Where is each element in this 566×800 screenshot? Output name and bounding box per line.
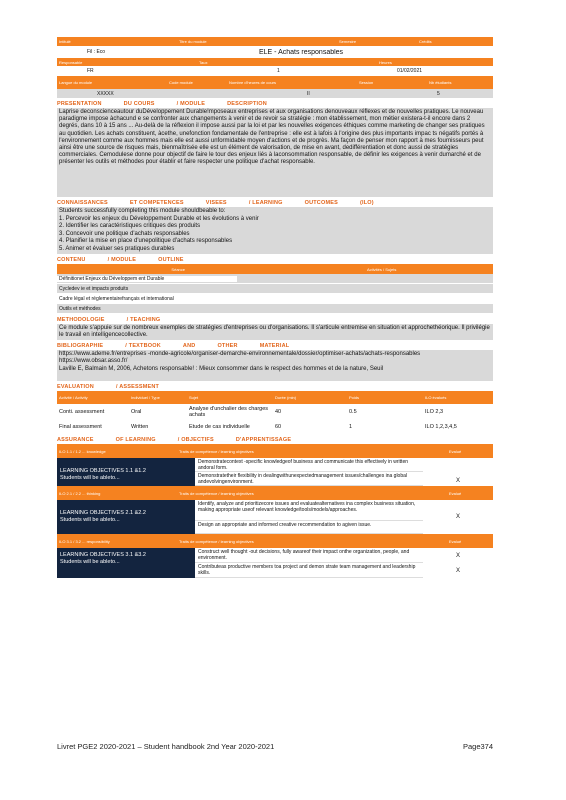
column-header: Activité / Activity: [59, 395, 88, 400]
header-row-5: [57, 76, 493, 89]
ilo-header-right: Evalué: [449, 490, 462, 496]
section-heading-assurance: [57, 437, 493, 443]
column-header: Séance: [171, 266, 185, 272]
ilo-header-right: Evalué: [449, 538, 462, 544]
ilo-mark: X: [423, 548, 493, 563]
heading-word: DESCRIPTION: [227, 101, 267, 107]
heading-word: METHODOLOGIE: [57, 317, 105, 323]
heading-word: CONNAISSANCES: [57, 200, 108, 206]
ilo-header-left: ILO 3.1 / 3.2 ... responsibility: [59, 538, 110, 544]
ilo-title: LEARNING OBJECTIVES 1.1 &1.2: [60, 468, 146, 474]
ilo-group: [57, 548, 493, 578]
header-label: Nb étudiants: [429, 80, 452, 85]
ilo-title-box: [57, 548, 195, 578]
eval-ilo: ILO 1,2,3,4,5: [425, 423, 457, 430]
ilo-header-left: ILO 2.1 / 2.2 ... thinking: [59, 490, 101, 496]
ilo-subtitle: Students will be ableto...: [60, 559, 120, 565]
heading-word: / OBJECTIFS: [177, 437, 214, 443]
heading-word: OTHER: [217, 343, 238, 349]
page-content: [57, 37, 493, 578]
header-label: Responsable: [59, 59, 83, 65]
ilo-group-header: [57, 534, 493, 548]
header-label: Crédits: [419, 39, 432, 44]
heading-word: BIBLIOGRAPHIE: [57, 343, 104, 349]
header-label: Nombre d'heures de cours: [229, 80, 277, 85]
ilo-marks: [423, 548, 493, 578]
outline-item: Cycledev ie et impacts produits: [59, 285, 129, 292]
column-header: Durée (min): [275, 395, 297, 400]
section-heading-bibliographie: [57, 343, 493, 349]
eval-activity: Conti. assessment: [59, 408, 105, 415]
competence-item: 2. Identifier les caractéristiques critiques des produits: [59, 223, 201, 230]
column-header: Poids: [349, 395, 360, 400]
heading-word: PRESENTATION: [57, 101, 102, 107]
ilo-header-mid: Traits de compétence / learning objectives: [179, 490, 254, 496]
header-value: FR: [87, 68, 94, 74]
table-row: [57, 420, 493, 434]
ilo-header-left: ILO 1.1 / 1.2 ... knowledge: [59, 448, 106, 454]
eval-activity: Final assessment: [59, 423, 102, 430]
eval-subject: Etude de cas individuelle: [189, 423, 250, 430]
reference-link[interactable]: https://www.obsar.asso.fr/: [59, 358, 128, 365]
ilo-line: Identify, analyze and prioritizecore issues and evaluatealternatives ina complex business situation, making appropriate useof relevant knowledge/tools/models/approaches.: [195, 500, 423, 521]
column-header: Sujet: [189, 395, 199, 400]
table-row: [57, 274, 493, 284]
ilo-group-header: [57, 486, 493, 500]
presentation-box: [57, 108, 493, 197]
eval-weight: 0.5: [349, 408, 357, 415]
section-heading-contenu: [57, 257, 493, 263]
ilo-line: Contributeas productive members toa project and demon strate team management and leadership skills.: [195, 563, 423, 578]
ilo-header-right: Evalué: [449, 448, 462, 454]
page-number: Page374: [462, 742, 493, 751]
ilo-mark: X: [423, 500, 493, 534]
ilo-mark: X: [423, 458, 493, 486]
header-label: Heures: [379, 59, 392, 65]
ilo-lines: [195, 458, 423, 486]
eval-duration: 60: [275, 423, 282, 430]
ilo-line: Demonstratecontext -specific knowledgeof business and communicate this effectively in written andoral form.: [195, 458, 423, 472]
competences-intro: Students successfully completing this module shouldbeable to:: [59, 208, 226, 214]
section-heading-evaluation: [57, 384, 493, 390]
ilo-mark: X: [423, 563, 493, 578]
heading-word: EVALUATION: [57, 384, 94, 390]
table-row: [57, 304, 493, 314]
heading-word: ET COMPETENCES: [129, 200, 184, 206]
ilo-title: LEARNING OBJECTIVES 3.1 &3.2: [60, 552, 146, 558]
ilo-line: Design an appropriate and informed creative recommendation to agiven issue.: [195, 521, 423, 534]
ilo-lines: [195, 548, 423, 578]
eval-ilo: ILO 2,3: [425, 408, 444, 415]
heading-word: OUTLINE: [158, 257, 184, 263]
header-label: Taux: [199, 59, 208, 65]
outline-item: Cadre légal et réglementairefrançais et international: [59, 295, 174, 302]
footer-left-text: Livret PGE2 2020-2021 – Student handbook 2nd Year 2020-2021: [57, 742, 275, 751]
header-row-3: [57, 58, 493, 66]
methodologie-text: Ce module s'appuie sur de nombreux exemples de stratégies d'entreprises ou d'organisations. Il s'articule entremise en situation et approchethéorique. Il privilégie le travail en intelligencecollective.: [59, 325, 490, 339]
heading-word: (ILO): [359, 200, 374, 206]
outline-item: Outils et méthodes: [59, 305, 101, 312]
eval-type: Oral: [131, 408, 142, 415]
heading-word: / TEACHING: [126, 317, 161, 323]
heading-word: / MODULE: [107, 257, 137, 263]
heading-word: DU COURS: [123, 101, 155, 107]
ilo-group: [57, 500, 493, 534]
heading-word: MATERIAL: [259, 343, 290, 349]
presentation-text: Laprise deconscienceautour duDéveloppement Durable!mposeaux entreprises et aux organisations denouveaux réflexes et de nouvelles pratiques. Le nouveau paradigme impose àchacund e se confronter aux changements à venir et de revoir sa stratégie : mon établissement, mon métier existera-t-il encore dans 2 degrés, dans 10 à 15 ans ... Au-delà de la réflexion il impose aussi par la loi et par les nouvelles exigences éthiques comme marketing de changer ses pratiques au quotidien. Les achats constituent, àcethe, unefonction fondamentale de l'entreprise : elle est à lafois à l'origine des plus importants impac ts négatifs portés à l'environnement comme aux hommes mais elle est aussi unformidable moyen d'actions et de progrès. Ma façon de penser mon rapport à mes fournisseurs peut ainsi être une source de risques mais, bienmaîtrisée elle est un élément de valorisation, de mise en avant, dedifférentiation et donc aussi de stratégies commerciales. Cemodulese donne pour objectif de faire le tour des enjeux liés à laconsommation responsable, de définir les exigences à venir dumarché et de présenter les outils et méthodes pour établir et faire respecter une politique d'achat responsable.: [59, 109, 485, 166]
ilo-header-mid: Traits de compétence / learning objectives: [179, 538, 254, 544]
header-value: Fil : Eco: [87, 49, 106, 55]
ilo-header-mid: Traits de compétence / learning objectives: [179, 448, 254, 454]
heading-word: / ASSESSMENT: [115, 384, 160, 390]
ilo-line: Demonstratetheir flexibility in dealingwithunexpectedmanagement issues/challenges ina global andevolvingenvironment.: [195, 472, 423, 486]
header-value: XXXXX: [97, 90, 114, 97]
ilo-title: LEARNING OBJECTIVES 2.1 &2.2: [60, 510, 146, 516]
header-label: Intitulé: [59, 39, 71, 44]
column-header: Individuel / Type: [131, 395, 160, 400]
reference-item: Laville E, Balmain M, 2006, Achetons responsable! : Mieux consommer dans le respect des hommes et de la nature, Seuil: [59, 365, 384, 372]
header-row-2: [57, 46, 493, 58]
table-row: [57, 284, 493, 294]
heading-word: CONTENU: [57, 257, 86, 263]
heading-word: OF LEARNING: [115, 437, 156, 443]
heading-word: VISEES: [205, 200, 227, 206]
heading-word: OUTCOMES: [304, 200, 338, 206]
outline-item: Définitionet Enjeux du Développem ent Durable: [57, 276, 237, 282]
competence-item: 4. Planifier la mise en place d'unepolitique d'achats responsables: [59, 238, 233, 245]
eval-type: Written: [131, 423, 149, 430]
ilo-line: Construct well thought -out decisions, fully awareof their impact onthe organization, people, and environment.: [195, 548, 423, 563]
module-title: ELE - Achats responsables: [259, 48, 344, 56]
header-row-4: [57, 66, 493, 76]
header-label: Titre du module: [179, 39, 207, 44]
header-label: Session: [359, 80, 374, 85]
eval-duration: 40: [275, 408, 282, 415]
page-footer: [57, 742, 493, 751]
header-label: Semestre: [339, 39, 357, 44]
heading-word: ASSURANCE: [57, 437, 94, 443]
ilo-group: [57, 458, 493, 486]
table-row: [57, 294, 493, 304]
reference-link[interactable]: https://www.ademe.fr/entreprises -monde-agricole/organiser-demarche-environnementale/dossier/optimiser-achats/achats-responsables: [59, 351, 421, 357]
header-label: Langue du module: [59, 80, 93, 85]
section-heading-competences: [57, 200, 493, 206]
methodologie-box: [57, 324, 493, 340]
table-row: [57, 404, 493, 420]
ilo-subtitle: Students will be ableto...: [60, 475, 120, 481]
header-value: 1: [277, 68, 280, 74]
ilo-group-header: [57, 444, 493, 458]
header-value: II: [307, 90, 310, 97]
evaluation-header: [57, 391, 493, 404]
eval-weight: 1: [349, 423, 353, 430]
column-header: ILO évalués: [425, 395, 447, 400]
ilo-title-box: [57, 458, 195, 486]
heading-word: AND: [182, 343, 196, 349]
ilo-lines: [195, 500, 423, 534]
heading-word: D'APPRENTISSAGE: [235, 437, 292, 443]
ilo-title-box: [57, 500, 195, 534]
heading-word: / TEXTBOOK: [125, 343, 161, 349]
contenu-header: [57, 264, 493, 274]
header-value: 01/02/2021: [397, 68, 423, 74]
section-heading-methodologie: [57, 317, 493, 323]
ilo-subtitle: Students will be ableto...: [60, 517, 120, 523]
heading-word: / MODULE: [176, 101, 206, 107]
header-label: Code module: [169, 80, 193, 85]
competences-box: [57, 207, 493, 254]
competence-item: 1. Percevoir les enjeux du Développement Durable et les évolutions à venir: [59, 215, 259, 222]
header-row-6: [57, 89, 493, 98]
header-value: 5: [437, 90, 440, 97]
column-header: Activités / Sujets: [367, 266, 397, 272]
bibliographie-box: [57, 350, 493, 381]
competence-item: 3. Concevoir une politique d'achats responsables: [59, 230, 190, 237]
heading-word: / LEARNING: [248, 200, 283, 206]
competence-item: 5. Animer et évaluer ses pratiques durables: [59, 245, 175, 252]
section-heading-presentation: [57, 101, 493, 107]
eval-subject: Analyse d'unchalier des charges achats: [189, 405, 269, 418]
header-row-1: [57, 37, 493, 46]
